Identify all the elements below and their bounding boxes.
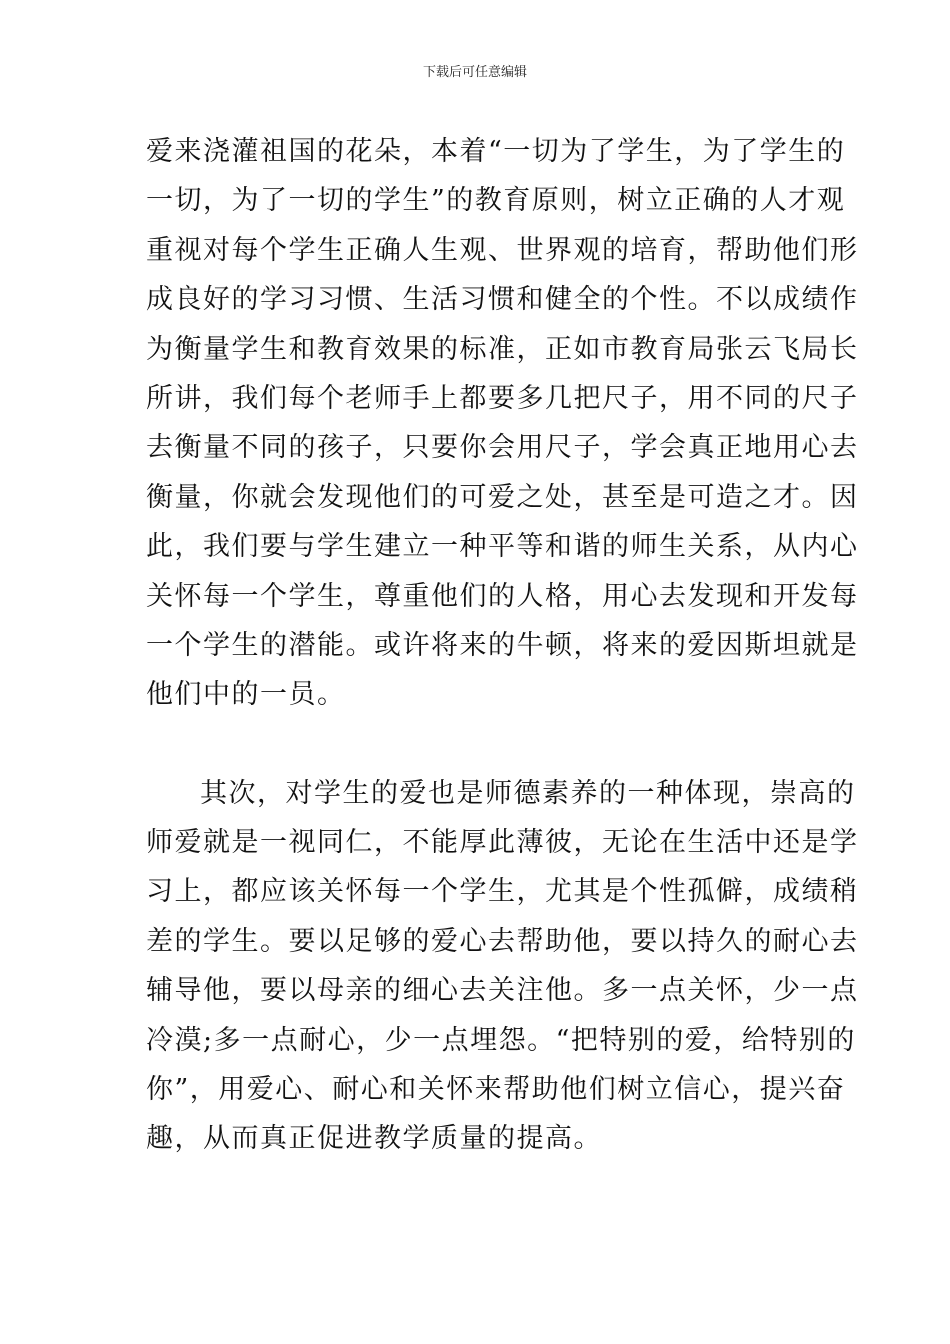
page-header: 下载后可任意编辑 [422, 65, 527, 80]
text-line: 所讲，我们每个老师手上都要多几把尺子，用不同的尺子 [146, 382, 859, 414]
text-line: 关怀每一个学生，尊重他们的人格，用心去发现和开发每 [146, 580, 859, 612]
text-line: 师爱就是一视同仁，不能厚此薄彼，无论在生活中还是学 [146, 827, 859, 859]
text-line: 为衡量学生和教育效果的标准，正如市教育局张云飞局长 [146, 333, 859, 365]
text-line: 习上，都应该关怀每一个学生，尤其是个性孤僻，成绩稍 [146, 876, 859, 908]
text-line: 其次，对学生的爱也是师德素养的一种体现，崇高的 [200, 777, 856, 809]
paragraph-1 [146, 127, 859, 720]
text-line: 去衡量不同的孩子，只要你会用尺子，学会真正地用心去 [146, 432, 859, 464]
text-line: 衡量，你就会发现他们的可爱之处，甚至是可造之才。因 [146, 481, 859, 513]
paragraph-2 [146, 769, 859, 1164]
text-line: 你”，用爱心、耐心和关怀来帮助他们树立信心，提兴奋 [146, 1074, 846, 1106]
text-line: 冷漠;多一点耐心，少一点埋怨。“把特别的爱，给特别的 [146, 1024, 856, 1056]
text-line: 重视对每个学生正确人生观、世界观的培育，帮助他们形 [146, 234, 859, 266]
paragraph-spacer [146, 720, 816, 769]
text-line: 辅导他，要以母亲的细心去关注他。多一点关怀，少一点 [146, 975, 859, 1007]
document-body [146, 127, 859, 1164]
text-line: 一个学生的潜能。或许将来的牛顿，将来的爱因斯坦就是 [146, 629, 859, 661]
text-line: 此，我们要与学生建立一种平等和谐的师生关系，从内心 [146, 531, 859, 563]
text-line: 爱来浇灌祖国的花朵，本着“一切为了学生，为了学生的 [146, 136, 846, 167]
text-line: 趣，从而真正促进教学质量的提高。 [146, 1123, 602, 1155]
text-line: 他们中的一员。 [146, 679, 346, 711]
text-line: 一切，为了一切的学生”的教育原则，树立正确的人才观 [146, 185, 846, 217]
text-line: 差的学生。要以足够的爱心去帮助他，要以持久的耐心去 [146, 925, 859, 957]
text-line: 成良好的学习习惯、生活习惯和健全的个性。不以成绩作 [146, 284, 859, 316]
